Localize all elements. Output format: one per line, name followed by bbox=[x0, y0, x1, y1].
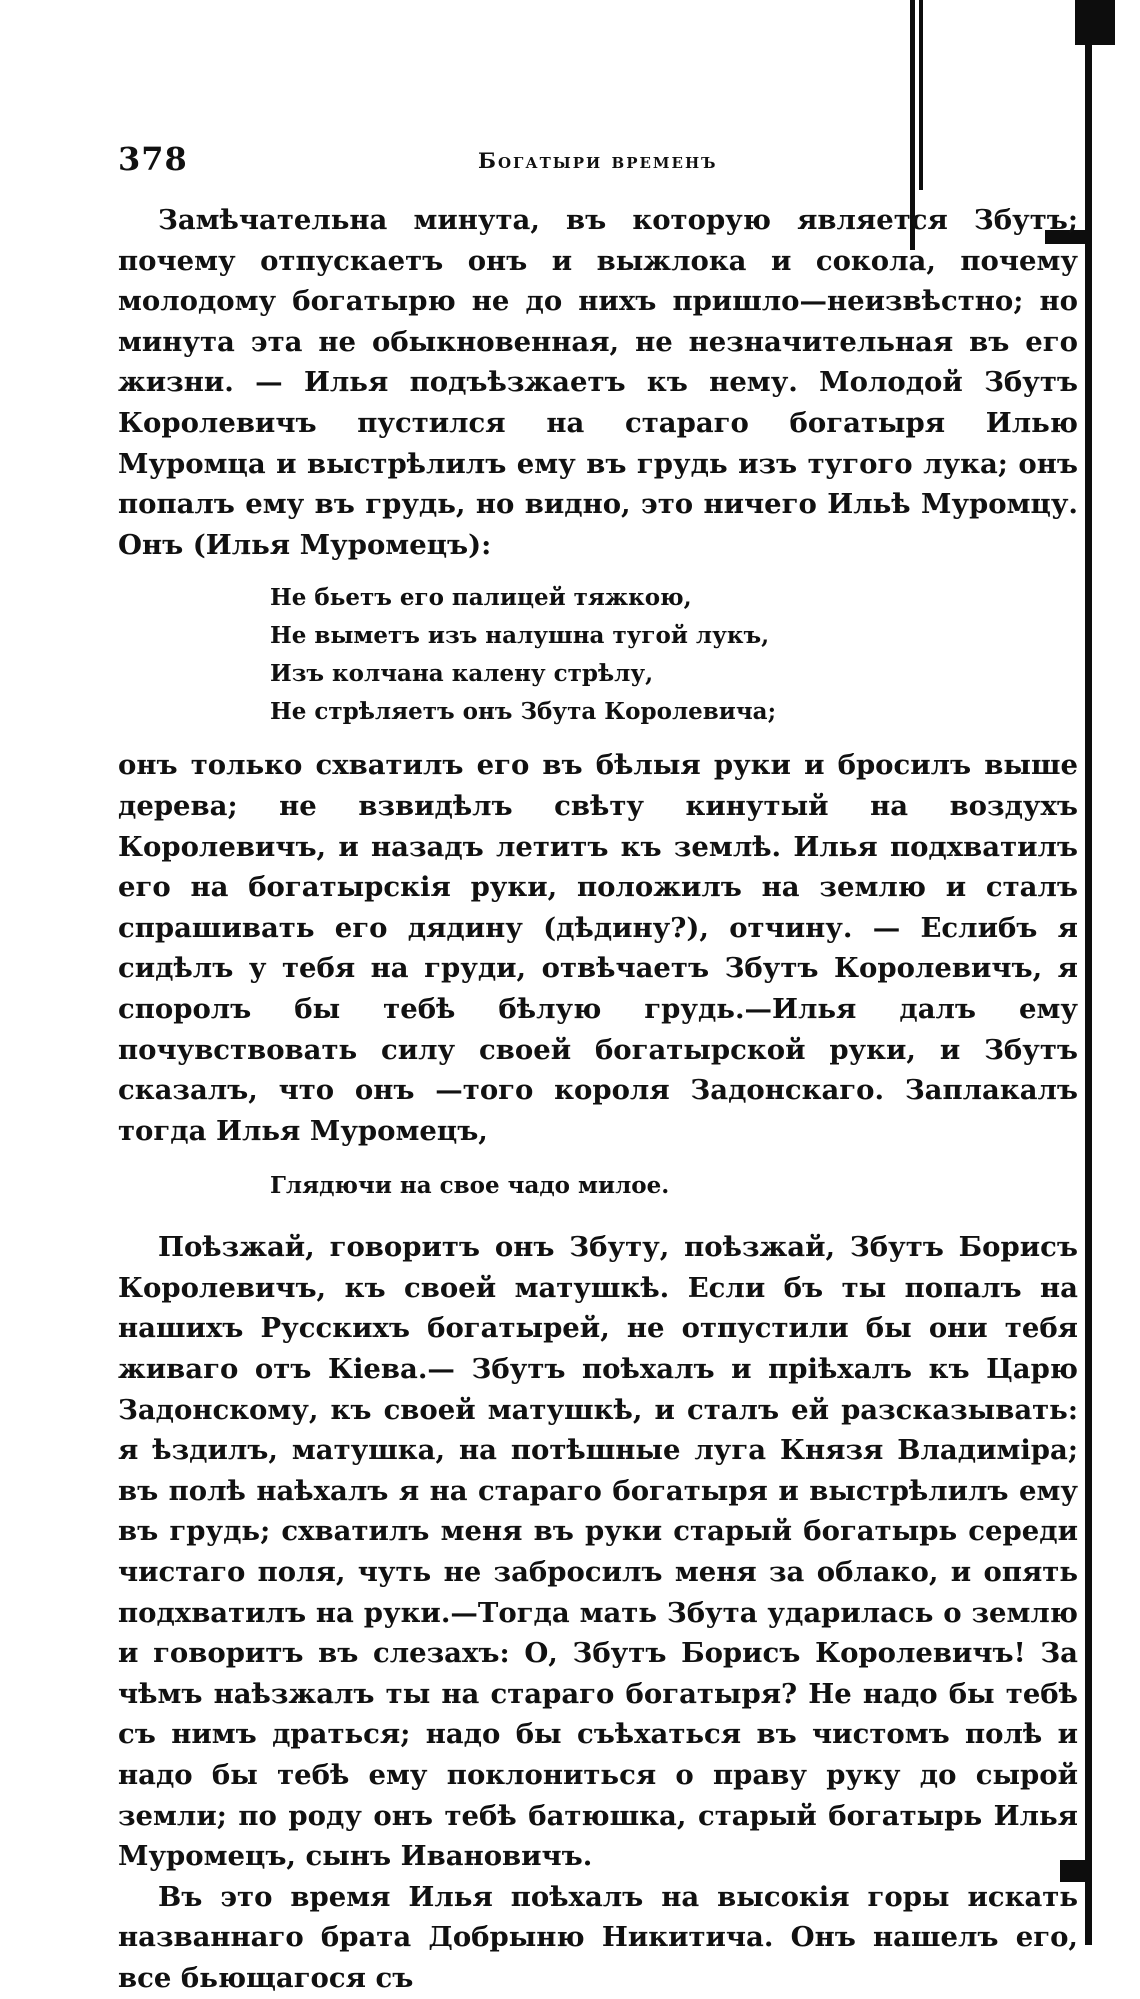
paragraph-2: онъ только схватилъ его въ бѣлыя руки и бросилъ выше дерева; не взвидѣлъ свѣту кинутый на воздухъ Королевичъ, и назадъ летитъ къ землѣ. Илья подхватилъ его на богатырскія руки, положилъ на землю и сталъ спрашивать его дядину (дѣдину?), отчину. — Еслибъ я сидѣлъ у тебя на груди, отвѣчаетъ Збутъ Королевичъ, я споролъ бы тебѣ бѣлую грудь.—Илья далъ ему почувствовать силу своей богатырской руки, и Збутъ сказалъ, что онъ —того короля Задонскаго. Заплакалъ тогда Илья Муромецъ, bbox=[118, 749, 1078, 1147]
verse-line: Глядючи на свое чадо милое. bbox=[270, 1172, 670, 1200]
paragraph-1: Замѣчательна минута, въ которую является Збутъ; почему отпускаетъ онъ и выжлока и сокола, почему молодому богатырю не до нихъ пришло—неизвѣстно; но минута эта не обыкновенная, не незначительная въ его жизни. — Илья подъѣзжаетъ къ нему. Молодой Збутъ Королевичъ пустился на стараго богатыря Илью Муромца и выстрѣлилъ ему въ грудь изъ тугого лука; онъ попалъ ему въ грудь, но видно, это ничего Ильѣ Муромцу. Онъ (Илья Муромецъ): bbox=[118, 204, 1078, 561]
book-page bbox=[118, 140, 1078, 1999]
page-header bbox=[118, 140, 1078, 200]
paragraph-4: Въ это время Илья поѣхалъ на высокія горы искать названнаго брата Добрыню Никитича. Онъ нашелъ его, все бьющагося съ bbox=[118, 1880, 1078, 1994]
verse-line: Изъ колчана калену стрѣлу, bbox=[270, 660, 654, 688]
verse-block-2 bbox=[270, 1167, 1078, 1205]
verse-line: Не бьетъ его палицей тяжкою, bbox=[270, 584, 692, 612]
verse-line: Не выметъ изъ налушна тугой лукъ, bbox=[270, 622, 770, 650]
scan-edge-mark bbox=[1075, 0, 1115, 45]
running-head: Богатыри временъ bbox=[478, 148, 718, 173]
page-number: 378 bbox=[118, 140, 188, 178]
verse-block-1 bbox=[270, 579, 1078, 731]
paragraph-3: Поѣзжай, говоритъ онъ Збуту, поѣзжай, Збутъ Борисъ Королевичъ, къ своей матушкѣ. Если бъ ты попалъ на нашихъ Русскихъ богатырей, не отпустили бы они тебя живаго отъ Кіева.— Збутъ поѣхалъ и пріѣхалъ къ Царю Задонскому, къ своей матушкѣ, и сталъ ей разсказывать: я ѣздилъ, матушка, на потѣшные луга Князя Владиміра; въ полѣ наѣхалъ я на стараго богатыря и выстрѣлилъ ему въ грудь; схватилъ меня въ руки старый богатырь середи чистаго поля, чуть не забросилъ меня за облако, и опять подхватилъ на руки.—Тогда мать Збута ударилась о землю и говоритъ въ слезахъ: О, Збутъ Борисъ Королевичъ! За чѣмъ наѣзжалъ ты на стараго богатыря? Не надо бы тебѣ съ нимъ драться; надо бы съѣхаться въ чистомъ полѣ и надо бы тебѣ ему поклониться о праву руку до сырой земли; по роду онъ тебѣ батюшка, старый богатырь Илья Муромецъ, сынъ Ивановичъ. bbox=[118, 1231, 1078, 1873]
scan-edge-mark bbox=[1085, 45, 1092, 1945]
verse-line: Не стрѣляетъ онъ Збута Королевича; bbox=[270, 698, 777, 726]
